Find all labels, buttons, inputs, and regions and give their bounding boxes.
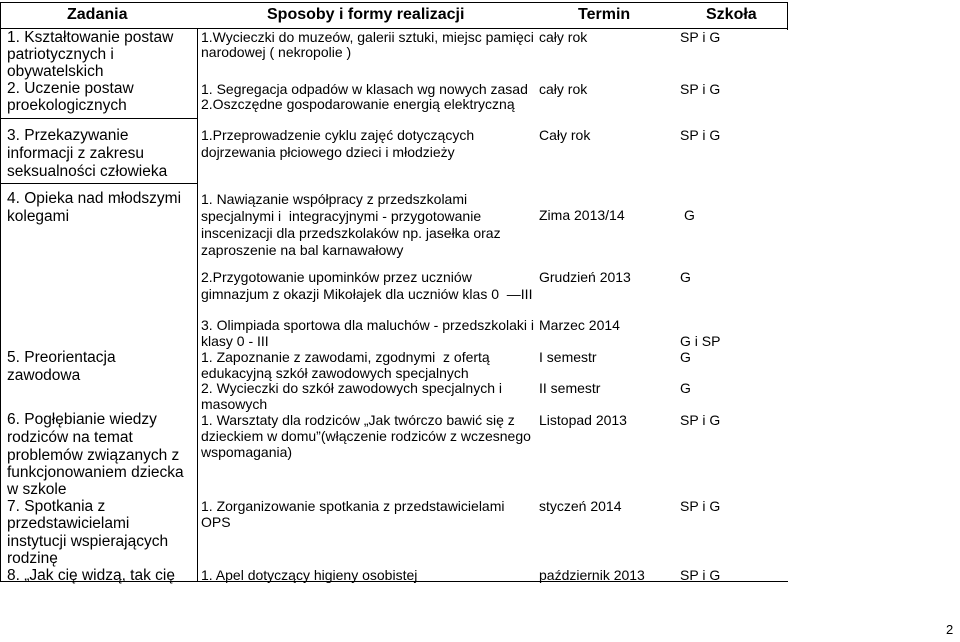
task-5-line-2: zawodowa [7,367,81,384]
task-7-line-3: instytucji wspierających [7,533,169,550]
methods-4b-line-1: 2.Przygotowanie upominków przez uczniów [201,269,472,285]
term-6: Listopad 2013 [539,412,627,428]
methods-7-line-1: 1. Zorganizowanie spotkania z przedstawicielami [201,498,505,514]
header-termin: Termin [578,6,631,23]
task-6-line-4: funkcjonowaniem dziecka [7,464,184,481]
header-zadania: Zadania [67,6,128,23]
methods-7-line-2: OPS [201,514,231,530]
school-5a: G [680,349,691,365]
school-1: SP i G [680,29,721,45]
methods-4c-line-1: 3. Olimpiada sportowa dla maluchów - przedszkolaki i [201,317,535,333]
table-border-top [0,2,788,3]
methods-1-line-1: 1.Wycieczki do muzeów, galerii sztuki, miejsc pamięci [201,29,534,45]
school-8: SP i G [680,567,721,583]
methods-2-line-1: 1. Segregacja odpadów w klasach wg nowych zasad [201,81,528,97]
school-3: SP i G [680,127,721,143]
term-4a: Zima 2013/14 [539,207,625,223]
methods-5b-line-2: masowych [201,396,268,412]
school-7: SP i G [680,498,721,514]
task-5-line-1: 5. Preorientacja [7,349,116,366]
methods-4c-line-2: klasy 0 - III [201,333,269,349]
task-8-line-1: 8. „Jak cię widzą, tak cię [7,567,175,584]
task-2-line-1: 2. Uczenie postaw [7,80,134,97]
methods-3-line-1: 1.Przeprowadzenie cyklu zajęć dotyczących [201,127,475,143]
school-5b: G [680,380,691,396]
header-sposoby: Sposoby i formy realizacji [267,6,465,23]
term-3: Cały rok [539,127,591,143]
task-2-line-2: proekologicznych [7,97,127,114]
term-2: cały rok [539,81,588,97]
methods-6-line-3: wspomagania) [201,444,293,460]
term-4c: Marzec 2014 [539,317,620,333]
task-3-line-2: informacji z zakresu [7,145,144,162]
task-4-line-2: kolegami [7,208,70,225]
methods-3-line-2: dojrzewania płciowego dzieci i młodzieży [201,144,455,160]
page-number: 2 [946,622,954,637]
methods-8-line-1: 1. Apel dotyczący higieny osobistej [201,567,418,583]
methods-1-line-2: narodowej ( nekropolie ) [201,44,352,60]
table-border-right [787,2,788,30]
task-6-line-2: rodziców na temat [7,429,133,446]
methods-5a-line-1: 1. Zapoznanie z zawodami, zgodnymi z ofertą [201,349,490,365]
methods-4a-line-1: 1. Nawiązanie współpracy z przedszkolami [201,191,468,207]
methods-4a-line-4: zaproszenie na bal karnawałowy [201,242,404,258]
term-1: cały rok [539,29,588,45]
task-1-line-3: obywatelskich [7,63,104,80]
column-divider [197,28,198,582]
header-szkola: Szkoła [706,6,757,23]
task-3-line-3: seksualności człowieka [7,163,168,180]
row-divider-1 [0,118,197,119]
term-7: styczeń 2014 [539,498,622,514]
task-6-line-3: problemów związanych z [7,447,180,464]
methods-5b-line-1: 2. Wycieczki do szkół zawodowych specjalnych i [201,380,502,396]
task-1-line-1: 1. Kształtowanie postaw [7,29,174,46]
methods-4b-line-2: gimnazjum z okazji Mikołajek dla uczniów klas 0 —III [201,286,533,302]
term-5a: I semestr [539,349,597,365]
school-4b: G [680,269,691,285]
row-divider-2 [0,183,197,184]
task-6-line-5: w szkole [7,481,67,498]
methods-6-line-1: 1. Warsztaty dla rodziców „Jak twórczo bawić się z [201,412,515,428]
term-5b: II semestr [539,380,601,396]
school-6: SP i G [680,412,721,428]
task-1-line-2: patriotycznych i [7,46,114,63]
task-4-line-1: 4. Opieka nad młodszymi [7,190,182,207]
table-border-left [0,2,1,582]
school-2: SP i G [680,81,721,97]
school-4a: G [684,207,695,223]
methods-6-line-2: dzieckiem w domu”(włączenie rodziców z wczesnego [201,428,531,444]
methods-2-line-2: 2.Oszczędne gospodarowanie energią elektryczną [201,96,515,112]
school-4c: G i SP [680,333,721,349]
task-7-line-4: rodzinę [7,550,58,567]
term-8: październik 2013 [539,567,645,583]
task-6-line-1: 6. Pogłębianie wiedzy [7,411,157,428]
methods-4a-line-3: inscenizacji dla przedszkolaków np. jasełka oraz [201,225,501,241]
methods-4a-line-2: specjalnymi i integracyjnymi - przygotowanie [201,208,482,224]
methods-5a-line-2: edukacyjną szkół zawodowych specjalnych [201,365,469,381]
term-4b: Grudzień 2013 [539,269,631,285]
task-7-line-1: 7. Spotkania z [7,498,106,515]
task-3-line-1: 3. Przekazywanie [7,127,129,144]
task-7-line-2: przedstawicielami [7,515,130,532]
